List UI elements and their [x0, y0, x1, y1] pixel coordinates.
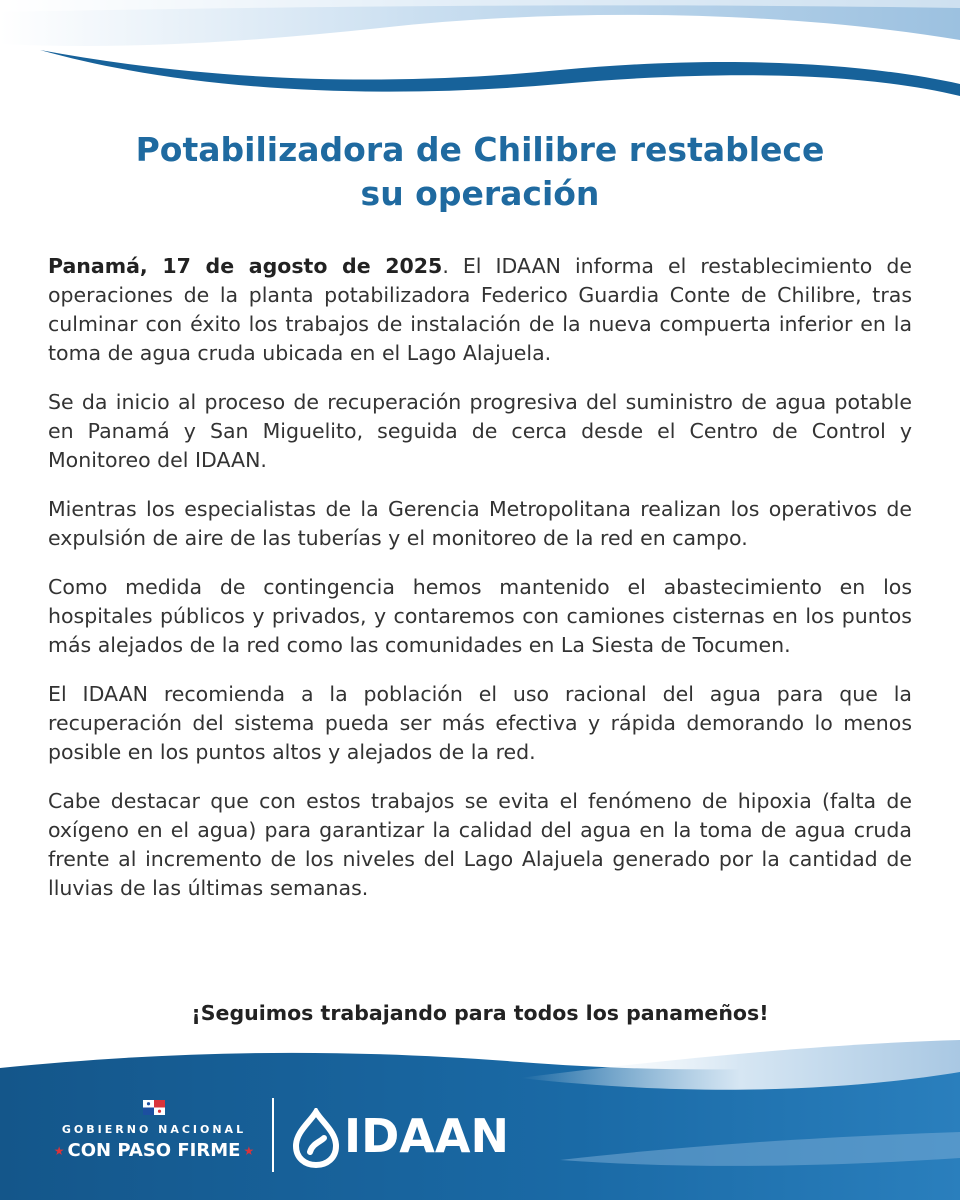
press-release-body: [48, 252, 912, 923]
paragraph-1: [48, 252, 912, 368]
paragraph-6: Cabe destacar que con estos trabajos se evita el fenómeno de hipoxia (falta de oxígeno en el agua) para garantizar la calidad del agua en la toma de agua cruda frente al incremento de los niveles del Lago Alajuela generado por la cantidad de lluvias de las últimas semanas.: [48, 789, 912, 900]
idaan-drop-logo-icon: [288, 1108, 344, 1168]
title-line-2: su operación: [360, 174, 600, 213]
paragraph-4: Como medida de contingencia hemos mantenido el abastecimiento en los hospitales públicos y privados, y contaremos con camiones cisternas en los puntos más alejados de la red como las comunidades en La Siesta de Tocumen.: [48, 575, 912, 657]
gov-line-1: GOBIERNO NACIONAL: [61, 1123, 247, 1136]
paragraph-1-text: . El IDAAN informa el restablecimiento de operaciones de la planta potabilizadora Federico Guardia Conte de Chilibre, tras culminar con éxito los trabajos de instalación de la nueva compuerta inferior en la toma de agua cruda ubicada en el Lago Alajuela.: [48, 254, 912, 365]
gobierno-nacional-logo: [44, 1100, 264, 1163]
star-icon: ★: [243, 1144, 255, 1158]
page-title: [0, 128, 960, 216]
top-wave-banner: [0, 0, 960, 110]
closing-slogan: ¡Seguimos trabajando para todos los panameños!: [191, 1001, 769, 1025]
dateline: Panamá, 17 de agosto de 2025: [48, 254, 443, 278]
paragraph-3: Mientras los especialistas de la Gerencia Metropolitana realizan los operativos de expulsión de aire de las tuberías y el monitoreo de la red en campo.: [48, 497, 912, 550]
panama-flag-icon: [143, 1100, 165, 1115]
logo-divider: [272, 1098, 274, 1172]
title-line-1: Potabilizadora de Chilibre restablece: [135, 130, 825, 169]
idaan-logo-text: IDAAN: [344, 1109, 509, 1163]
gov-line-2: CON PASO FIRME: [67, 1140, 241, 1161]
star-icon: ★: [53, 1144, 65, 1158]
paragraph-5: El IDAAN recomienda a la población el uso racional del agua para que la recuperación del sistema pueda ser más efectiva y rápida demorando lo menos posible en los puntos altos y alejados de la red.: [48, 682, 912, 764]
gov-line-2-wrap: [44, 1139, 264, 1163]
paragraph-2: Se da inicio al proceso de recuperación progresiva del suministro de agua potable en Panamá y San Miguelito, seguida de cerca desde el Centro de Control y Monitoreo del IDAAN.: [48, 390, 912, 472]
